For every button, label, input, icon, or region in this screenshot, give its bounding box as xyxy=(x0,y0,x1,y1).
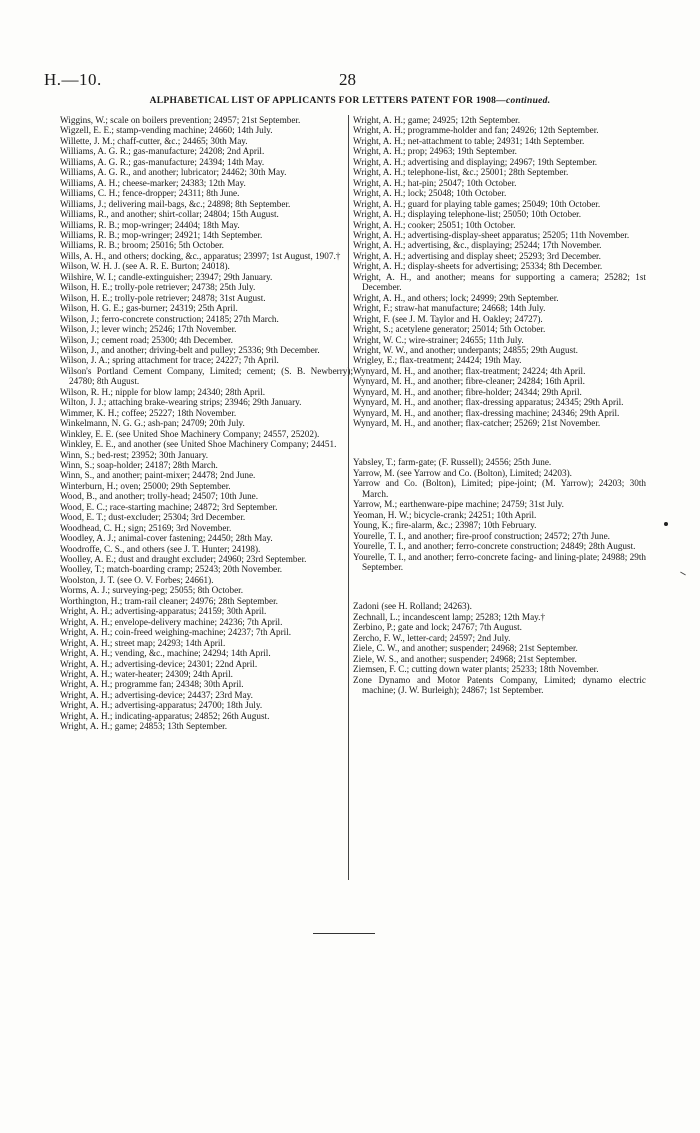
list-entry: Wright, F. (see J. M. Taylor and H. Oakley; 24727). xyxy=(353,313,543,324)
list-entry: Williams, A. H.; cheese-marker; 24383; 12th May. xyxy=(60,177,246,188)
list-entry: Worms, A. J.; surveying-peg; 25055; 8th October. xyxy=(60,585,243,596)
end-rule xyxy=(313,933,375,934)
list-entry: Wright, S.; acetylene generator; 25014; 5th October. xyxy=(353,324,546,335)
list-entry: Williams, A. G. R., and another; lubricator; 24462; 30th May. xyxy=(60,167,287,178)
list-entry: Winkley, E. E. (see United Shoe Machinery Company; 24557, 25202). xyxy=(60,428,320,439)
list-entry: Williams, C. H.; fence-dropper; 24311; 8th June. xyxy=(60,188,240,199)
list-entry: Williams, R. B.; mop-wringer; 24921; 14th September. xyxy=(60,229,263,240)
list-entry: Williams, R. B.; mop-wringer; 24404; 18th May. xyxy=(60,219,240,230)
list-entry: Wilshire, W. I.; candle-extinguisher; 23947; 29th January. xyxy=(60,271,273,282)
list-entry: Wright, A. H.; water-heater; 24309; 24th April. xyxy=(60,669,233,680)
list-entry: Woolley, A. E.; dust and draught excluder; 24960; 23rd September. xyxy=(60,554,307,565)
list-entry: Wright, A. H.; advertising-apparatus; 24700; 18th July. xyxy=(60,700,263,711)
list-entry: Ziele, W. S., and another; suspender; 24968; 21st September. xyxy=(353,653,577,664)
list-entry: Yourelle, T. I., and another; ferro-concrete facing- and lining-plate; 24988; 29th September. xyxy=(353,551,646,572)
list-entry: Wood, E. T.; dust-excluder; 25304; 3rd December. xyxy=(60,512,246,523)
list-entry: Wynyard, M. H., and another; flax-dressing machine; 24346; 29th April. xyxy=(353,407,620,418)
list-entry: Wilson, R. H.; nipple for blow lamp; 24340; 28th April. xyxy=(60,386,266,397)
list-entry: Williams, R. B.; broom; 25016; 5th October. xyxy=(60,240,224,251)
list-entry: Zone Dynamo and Motor Patents Company, Limited; dynamo electric machine; (J. W. Burleigh); 24867; 1st September. xyxy=(353,674,646,695)
list-entry: Woodley, A. J.; animal-cover fastening; 24450; 28th May. xyxy=(60,533,273,544)
left-column xyxy=(60,115,353,732)
list-entry: Wynyard, M. H., and another; flax-catcher; 25269; 21st November. xyxy=(353,418,601,429)
list-entry: Yabsley, T.; farm-gate; (F. Russell); 24556; 25th June. xyxy=(353,457,552,468)
list-entry: Winkley, E. E., and another (see United Shoe Machinery Company; 24451. xyxy=(60,439,337,450)
list-entry: Woodroffe, C. S., and others (see J. T. Hunter; 24198). xyxy=(60,543,261,554)
list-entry: Wilson, H. E.; trolly-pole retriever; 24878; 31st August. xyxy=(60,292,266,303)
list-entry: Williams, A. G. R.; gas-manufacture; 24208; 2nd April. xyxy=(60,146,265,157)
list-entry: Yarrow, M.; earthenware-pipe machine; 24759; 31st July. xyxy=(353,499,564,510)
list-entry: Young, K.; fire-alarm, &c.; 23987; 10th February. xyxy=(353,520,537,531)
right-column xyxy=(353,115,646,695)
list-entry: Wright, A. H.; game; 24925; 12th September. xyxy=(353,115,521,125)
list-entry: Wright, A. H.; cooker; 25051; 10th October. xyxy=(353,219,516,230)
list-title xyxy=(0,96,700,106)
list-entry: Wright, A. H.; advertising-device; 24301; 22nd April. xyxy=(60,658,258,669)
list-entry: Wynyard, M. H., and another; fibre-cleaner; 24284; 16th April. xyxy=(353,376,585,387)
list-entry: Wright, A. H.; lock; 25048; 10th October. xyxy=(353,188,507,199)
list-entry: Yourelle, T. I., and another; fire-proof construction; 24572; 27th June. xyxy=(353,530,610,541)
list-title-suffix: continued. xyxy=(505,96,551,106)
list-entry: Zadoni (see H. Rolland; 24263). xyxy=(353,601,472,612)
list-entry: Wilson, J., and another; driving-belt and pulley; 25336; 9th December. xyxy=(60,344,320,355)
list-entry: Wynyard, M. H., and another; flax-treatment; 24224; 4th April. xyxy=(353,365,586,376)
list-entry: Worthington, H.; tram-rail cleaner; 24976; 28th September. xyxy=(60,595,278,606)
list-entry: Wright, A. H.; programme-holder and fan; 24926; 12th September. xyxy=(353,125,599,136)
list-entry: Wright, A. H.; displaying telephone-list; 25050; 10th October. xyxy=(353,209,582,220)
list-entry: Wright, A. H.; guard for playing table games; 25049; 10th October. xyxy=(353,198,601,209)
list-entry: Winn, S.; soap-holder; 24187; 28th March. xyxy=(60,459,218,470)
list-entry: Wilson, H. G. E.; gas-burner; 24319; 25th April. xyxy=(60,303,238,314)
list-entry: Wright, A. H.; advertising and displaying; 24967; 19th September. xyxy=(353,156,598,167)
list-entry: Wigzell, E. E.; stamp-vending machine; 24660; 14th July. xyxy=(60,125,273,136)
list-entry: Winn, S., and another; paint-mixer; 24478; 2nd June. xyxy=(60,470,256,481)
list-entry: Wright, A. H.; street map; 24293; 14th April. xyxy=(60,637,226,648)
list-entry: Wilson, J.; lever winch; 25246; 17th November. xyxy=(60,324,237,335)
list-entry: Wimmer, K. H.; coffee; 25227; 18th November. xyxy=(60,407,237,418)
list-entry: Wynyard, M. H., and another; fibre-holder; 24344; 29th April. xyxy=(353,386,582,397)
list-entry: Wright, A. H.; envelope-delivery machine; 24236; 7th April. xyxy=(60,616,283,627)
list-entry: Yarrow, M. (see Yarrow and Co. (Bolton), Limited; 24203). xyxy=(353,467,572,478)
list-entry: Wood, B., and another; trolly-head; 24507; 10th June. xyxy=(60,491,259,502)
list-entry: Wilson, H. E.; trolly-pole retriever; 24738; 25th July. xyxy=(60,282,256,293)
list-entry: Wright, A. H.; advertising-device; 24437; 23rd May. xyxy=(60,689,253,700)
list-entry: Williams, A. G. R.; gas-manufacture; 24394; 14th May. xyxy=(60,156,265,167)
list-entry: Wright, A. H.; advertising-apparatus; 24159; 30th April. xyxy=(60,606,267,617)
list-entry: Zercho, F. W., letter-card; 24597; 2nd July. xyxy=(353,632,511,643)
list-title-main: ALPHABETICAL LIST OF APPLICANTS FOR LETTERS PATENT FOR 1908— xyxy=(149,96,506,106)
list-entry: Wright, A. H.; game; 24853; 13th September. xyxy=(60,721,228,732)
list-entry: Wrigley, E.; flax-treatment; 24424; 19th May. xyxy=(353,355,522,366)
list-entry: Ziele, C. W., and another; suspender; 24968; 21st September. xyxy=(353,643,578,654)
page-ref: H.—10. xyxy=(44,70,102,89)
list-entry: Wright, W. W., and another; underpants; 24855; 29th August. xyxy=(353,344,578,355)
list-entry: Woolston, J. T. (see O. V. Forbes; 24661). xyxy=(60,574,214,585)
list-entry: Yourelle, T. I., and another; ferro-concrete construction; 24849; 28th August. xyxy=(353,541,636,552)
list-entry: Wilson's Portland Cement Company, Limited; cement; (S. B. Newberry); 24780; 8th August. xyxy=(60,365,353,387)
list-entry: Wright, A. H.; display-sheets for advertising; 25334; 8th December. xyxy=(353,261,603,272)
list-entry: Wright, A. H.; prop; 24963; 19th September. xyxy=(353,146,517,157)
section-gap xyxy=(353,438,646,449)
list-entry: Wiggins, W.; scale on boilers prevention; 24957; 21st September. xyxy=(60,115,301,125)
page-number: 28 xyxy=(339,70,356,89)
list-entry: Wright, A. H., and others; lock; 24999; 29th September. xyxy=(353,292,559,303)
list-entry: Wright, A. H.; net-attachment to table; 24931; 14th September. xyxy=(353,135,585,146)
list-entry: Wright, A. H.; vending, &c., machine; 24294; 14th April. xyxy=(60,648,271,659)
list-entry: Zechnall, L.; incandescent lamp; 25283; 12th May.† xyxy=(353,611,546,622)
list-entry: Wright, A. H.; indicating-apparatus; 24852; 26th August. xyxy=(60,710,270,721)
list-entry: Willette, J. M.; chaff-cutter, &c.; 24465; 30th May. xyxy=(60,135,248,146)
list-entry: Wright, A. H.; advertising-display-sheet apparatus; 25205; 11th November. xyxy=(353,229,630,240)
list-entry: Winn, S.; bed-rest; 23952; 30th January. xyxy=(60,449,209,460)
list-entry: Wright, F.; straw-hat manufacture; 24668; 14th July. xyxy=(353,303,546,314)
list-entry: Wilson, J. A.; spring attachment for trace; 24227; 7th April. xyxy=(60,355,279,366)
list-entry: Wright, A. H.; programme fan; 24348; 30th April. xyxy=(60,679,244,690)
list-entry: Williams, R., and another; shirt-collar; 24804; 15th August. xyxy=(60,209,279,220)
margin-mark xyxy=(680,572,686,576)
list-entry: Zerbino, P.; gate and lock; 24767; 7th August. xyxy=(353,622,522,633)
list-entry: Wright, A. H.; advertising and display sheet; 25293; 3rd December. xyxy=(353,250,601,261)
list-entry: Yarrow and Co. (Bolton), Limited; pipe-joint; (M. Yarrow); 24203; 30th March. xyxy=(353,478,646,499)
list-entry: Wood, E. C.; race-starting machine; 24872; 3rd September. xyxy=(60,501,278,512)
list-entry: Yeoman, H. W.; bicycle-crank; 24251; 10th April. xyxy=(353,509,537,520)
list-entry: Wilson, W. H. J. (see A. R. E. Burton; 24018). xyxy=(60,261,230,272)
list-entry: Wills, A. H., and others; docking, &c., apparatus; 23997; 1st August, 1907.† xyxy=(60,250,341,261)
list-entry: Wynyard, M. H., and another; flax-dressing apparatus; 24345; 29th April. xyxy=(353,397,624,408)
list-entry: Wright, A. H., and another; means for supporting a camera; 25282; 1st December. xyxy=(353,271,646,293)
list-entry: Wright, A. H.; advertising, &c., displaying; 25244; 17th November. xyxy=(353,240,602,251)
column-divider xyxy=(348,115,349,880)
list-entry: Wright, W. C.; wire-strainer; 24655; 11th July. xyxy=(353,334,524,345)
list-entry: Wright, A. H.; hat-pin; 25047; 10th October. xyxy=(353,177,517,188)
list-entry: Wilson, J.; cement road; 25300; 4th December. xyxy=(60,334,233,345)
list-entry: Wright, A. H.; coin-freed weighing-machine; 24237; 7th April. xyxy=(60,627,292,638)
list-entry: Wright, A. H.; telephone-list, &c.; 25001; 28th September. xyxy=(353,167,569,178)
section-gap xyxy=(353,582,646,593)
list-entry: Williams, J.; delivering mail-bags, &c.; 24898; 8th September. xyxy=(60,198,291,209)
list-entry: Ziemsen, F. C.; cutting down water plants; 25233; 18th November. xyxy=(353,664,599,675)
list-entry: Wilson, J.; ferro-concrete construction; 24185; 27th March. xyxy=(60,313,279,324)
list-entry: Winkelmann, N. G. G.; ash-pan; 24709; 20th July. xyxy=(60,418,245,429)
list-entry: Woolley, T.; match-boarding cramp; 25243; 20th November. xyxy=(60,564,283,575)
list-entry: Woodhead, C. H.; sign; 25169; 3rd November. xyxy=(60,522,232,533)
list-entry: Winterburn, H.; oven; 25000; 29th September. xyxy=(60,480,231,491)
list-entry: Wilton, J. J.; attaching brake-wearing strips; 23946; 29th January. xyxy=(60,397,302,408)
margin-dot xyxy=(664,522,668,526)
